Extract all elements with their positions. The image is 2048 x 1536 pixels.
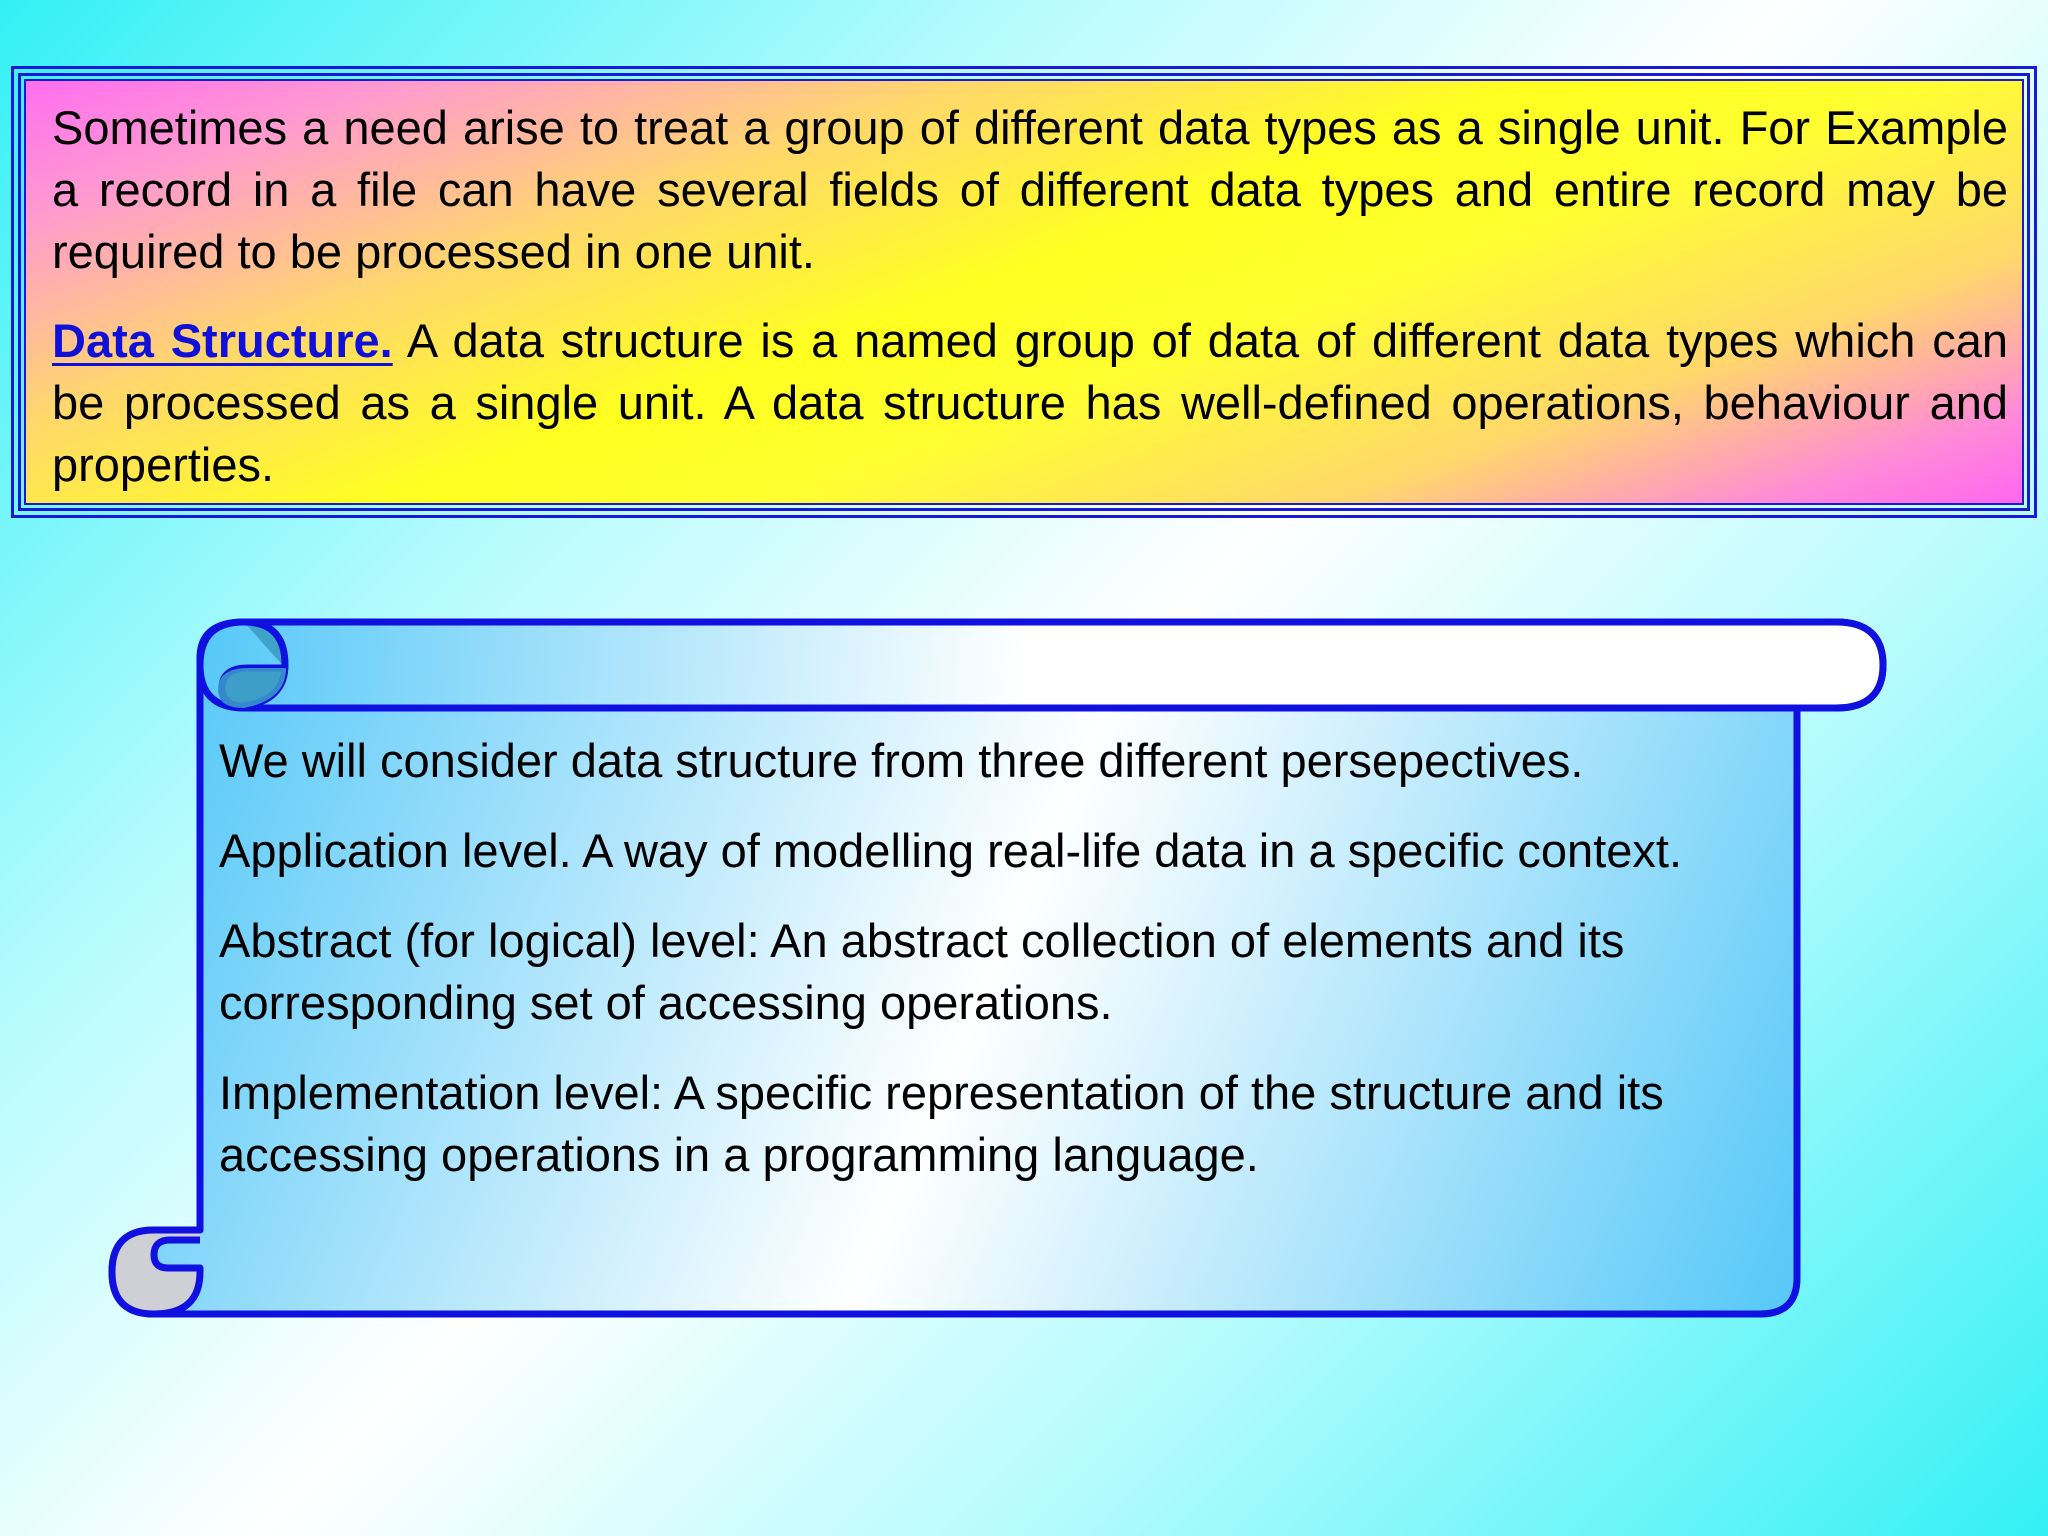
scroll-bottom-curl [112, 1230, 200, 1314]
scroll-top-roll [200, 622, 1883, 708]
intro-paragraph: Sometimes a need arise to treat a group of different data types as a single unit. For Example a record in a file can have several fields of different data types and entire record may be required to be processed in one unit. [52, 101, 2008, 278]
perspective-application: Application level. A way of modelling real-life data in a specific context. [219, 824, 1683, 877]
perspective-abstract: Abstract (for logical) level: An abstract collection of elements and its corresponding set of accessing operations. [219, 914, 1625, 1029]
definition-text: A data structure is a named group of data of different data types which can be processed as a single unit. A data structure has well-defined operations, behaviour and properties. [52, 314, 2008, 491]
scroll-intro: We will consider data structure from three different persepectives. [219, 734, 1584, 787]
perspective-implementation: Implementation level: A specific representation of the structure and its accessing operations in a programming language. [219, 1066, 1664, 1181]
data-structure-term: Data Structure. [52, 314, 393, 367]
scroll-text-content [219, 730, 1779, 1186]
